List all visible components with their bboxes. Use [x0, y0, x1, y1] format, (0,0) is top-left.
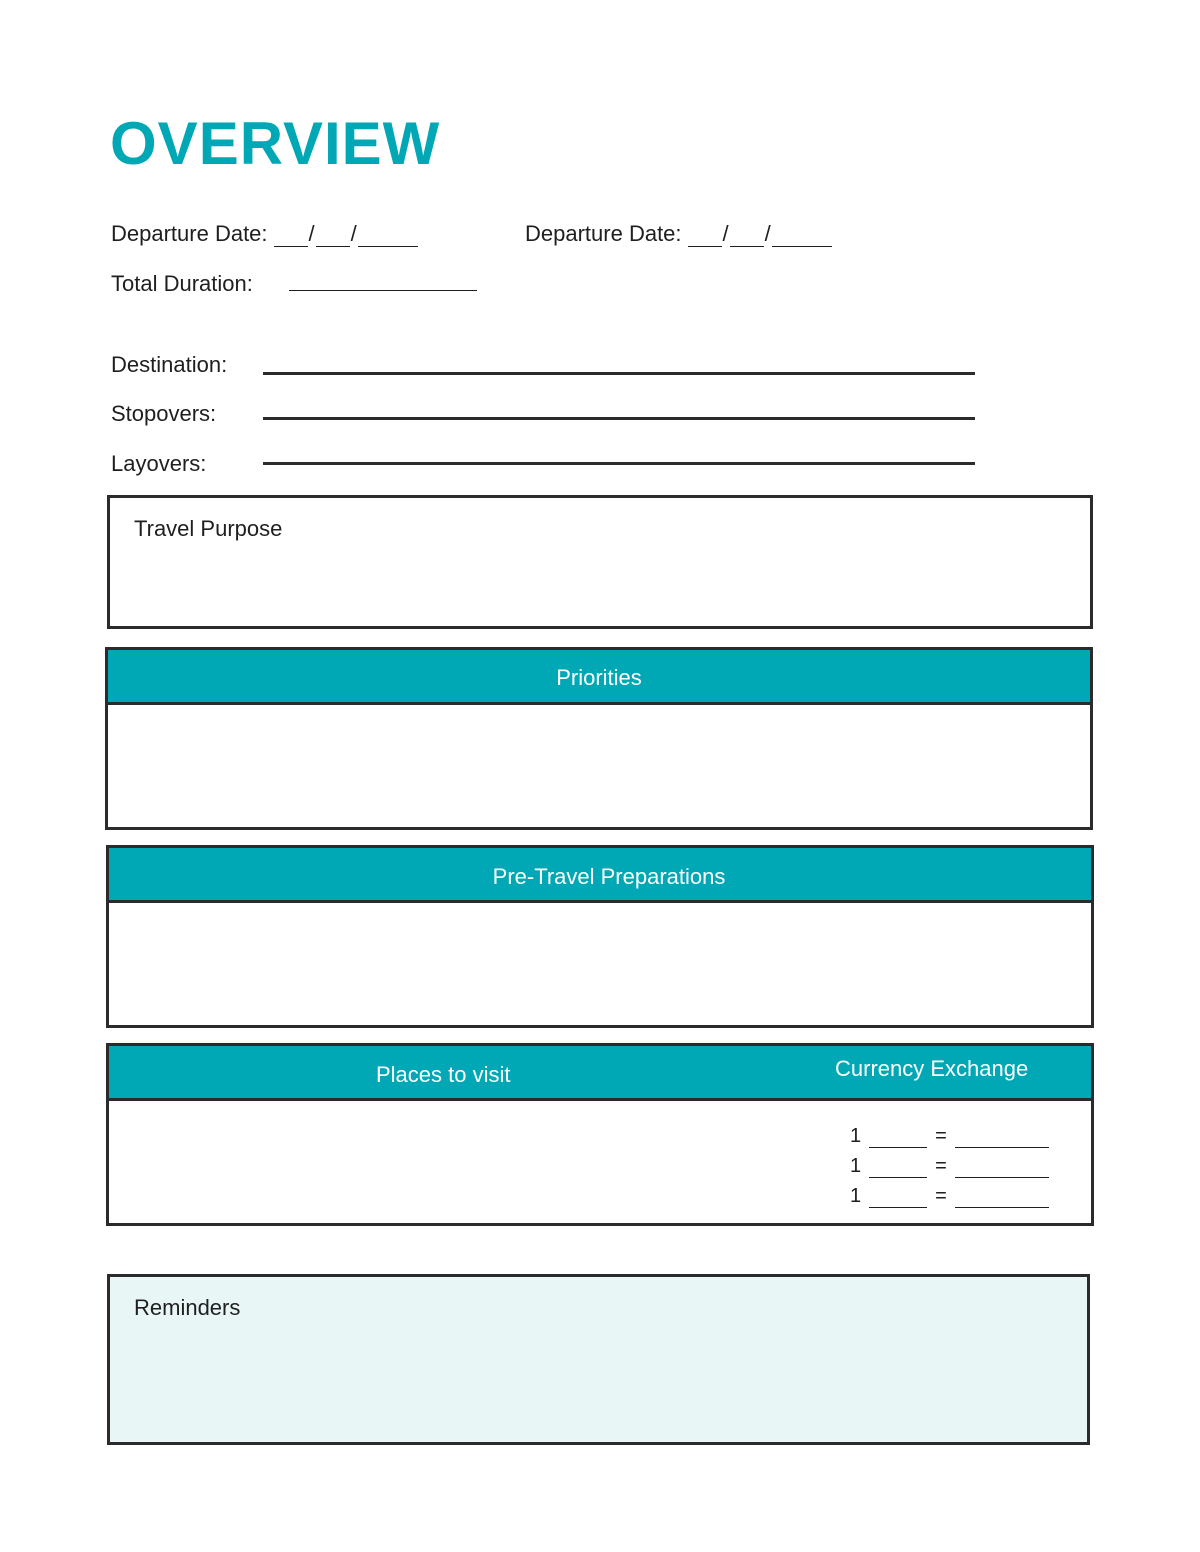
- pre-travel-header: [109, 848, 1091, 903]
- stopovers-line[interactable]: [263, 417, 975, 420]
- currency-equals: =: [935, 1155, 947, 1177]
- stopovers-label: Stopovers:: [111, 401, 217, 426]
- reminders-label: Reminders: [134, 1295, 241, 1320]
- layovers-line[interactable]: [263, 462, 975, 465]
- priorities-box[interactable]: [105, 647, 1093, 830]
- currency-unit: 1: [850, 1185, 862, 1207]
- priorities-header: [108, 650, 1090, 705]
- departure-day-blank-1[interactable]: [274, 224, 308, 247]
- currency-row-3[interactable]: [850, 1184, 1049, 1208]
- date-separator: /: [308, 221, 315, 246]
- departure-month-blank-2[interactable]: [730, 224, 764, 247]
- date-separator: /: [764, 221, 771, 246]
- currency-to-blank[interactable]: [955, 1157, 1049, 1178]
- total-duration-label: Total Duration:: [111, 271, 253, 296]
- currency-unit: 1: [850, 1155, 862, 1177]
- date-separator: /: [722, 221, 729, 246]
- departure-date-field-2[interactable]: [525, 221, 832, 247]
- departure-year-blank-2[interactable]: [772, 224, 832, 247]
- currency-row-1[interactable]: [850, 1124, 1049, 1148]
- total-duration-blank[interactable]: [289, 290, 477, 291]
- priorities-label: Priorities: [556, 665, 642, 690]
- layovers-label: Layovers:: [111, 451, 207, 476]
- travel-purpose-box[interactable]: [107, 495, 1093, 629]
- currency-from-blank[interactable]: [869, 1187, 927, 1208]
- destination-label: Destination:: [111, 352, 228, 377]
- departure-day-blank-2[interactable]: [688, 224, 722, 247]
- currency-equals: =: [935, 1185, 947, 1207]
- currency-row-2[interactable]: [850, 1154, 1049, 1178]
- currency-equals: =: [935, 1125, 947, 1147]
- currency-exchange-label: Currency Exchange: [835, 1056, 1029, 1081]
- departure-date-label-1: Departure Date:: [111, 221, 268, 246]
- date-separator: /: [350, 221, 357, 246]
- destination-line[interactable]: [263, 372, 975, 375]
- departure-date-label-2: Departure Date:: [525, 221, 682, 246]
- places-to-visit-label: Places to visit: [376, 1062, 511, 1087]
- travel-purpose-label: Travel Purpose: [134, 516, 283, 541]
- page-title: OVERVIEW: [110, 110, 441, 177]
- departure-date-field-1[interactable]: [111, 221, 418, 247]
- pre-travel-box[interactable]: [106, 845, 1094, 1028]
- currency-from-blank[interactable]: [869, 1157, 927, 1178]
- reminders-box[interactable]: [107, 1274, 1090, 1445]
- departure-year-blank-1[interactable]: [358, 224, 418, 247]
- currency-to-blank[interactable]: [955, 1187, 1049, 1208]
- currency-to-blank[interactable]: [955, 1127, 1049, 1148]
- pre-travel-label: Pre-Travel Preparations: [492, 864, 726, 889]
- departure-month-blank-1[interactable]: [316, 224, 350, 247]
- places-currency-box[interactable]: [106, 1043, 1094, 1226]
- currency-unit: 1: [850, 1125, 862, 1147]
- places-currency-header: [109, 1046, 1091, 1101]
- currency-from-blank[interactable]: [869, 1127, 927, 1148]
